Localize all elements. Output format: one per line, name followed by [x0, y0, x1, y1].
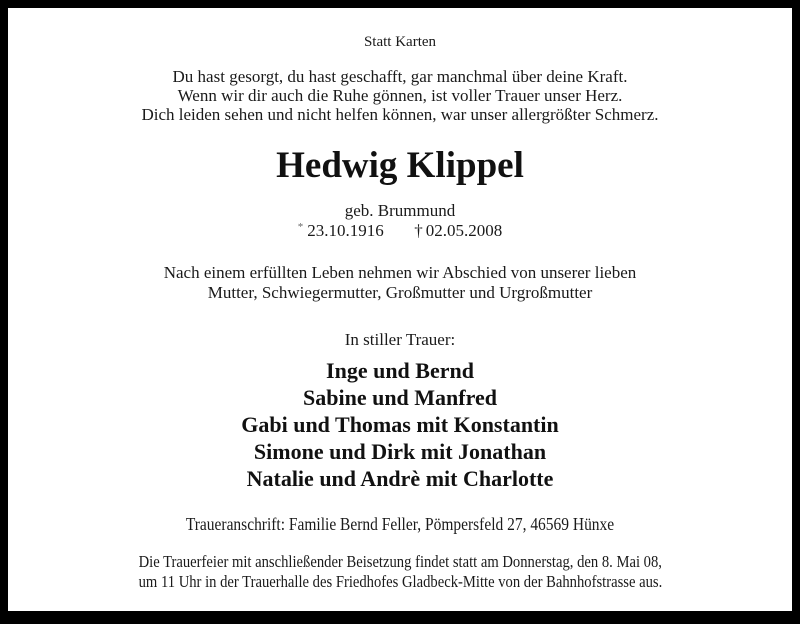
mourning-address — [0, 515, 800, 533]
poem-line-2: Wenn wir dir auch die Ruhe gönnen, ist voller Trauer unser Herz. — [177, 86, 623, 105]
mourner — [0, 468, 800, 490]
maiden-name-text: geb. Brummund — [344, 201, 456, 220]
mourner — [0, 360, 800, 382]
service-line — [0, 553, 800, 570]
born-icon: * — [297, 221, 304, 233]
farewell-line-1: Nach einem erfüllten Leben nehmen wir Abschied von unserer lieben — [163, 263, 637, 282]
maiden-name — [0, 202, 800, 219]
life-dates — [0, 222, 800, 239]
deceased-name — [0, 147, 800, 184]
mourning-label-text: In stiller Trauer: — [344, 330, 456, 349]
address-text: Traueranschrift: Familie Bernd Feller, Pömpersfeld 27, 46569 Hünxe — [185, 514, 615, 534]
mourner-2: Sabine und Manfred — [303, 385, 497, 410]
mourner — [0, 441, 800, 463]
header-label: Statt Karten — [363, 34, 437, 50]
farewell-line-2: Mutter, Schwiegermutter, Großmutter und Urgroßmutter — [207, 283, 593, 302]
birth-date: 23.10.1916 — [307, 221, 384, 240]
mourner — [0, 414, 800, 436]
service-line — [0, 573, 800, 590]
mourner-5: Natalie und Andrè mit Charlotte — [246, 466, 554, 491]
mourner-3: Gabi und Thomas mit Konstantin — [241, 412, 559, 437]
mourner-4: Simone und Dirk mit Jonathan — [253, 439, 547, 464]
death-date: 02.05.2008 — [425, 221, 503, 240]
mourning-label — [0, 331, 800, 348]
service-line-2: um 11 Uhr in der Trauerhalle des Friedhofes Gladbeck-Mitte von der Bahnhofstrasse aus. — [138, 572, 662, 591]
poem-line — [0, 87, 800, 104]
mourner-1: Inge und Bernd — [326, 358, 474, 383]
cross-icon: † — [414, 221, 423, 240]
poem-line — [0, 106, 800, 123]
poem-line — [0, 68, 800, 85]
farewell-line — [0, 284, 800, 301]
poem-line-1: Du hast gesorgt, du hast geschafft, gar manchmal über deine Kraft. — [172, 67, 628, 86]
poem-line-3: Dich leiden sehen und nicht helfen können, war unser allergrößter Schmerz. — [141, 105, 659, 124]
service-line-1: Die Trauerfeier mit anschließender Beisetzung findet statt am Donnerstag, den 8. Mai 08, — [138, 552, 662, 571]
header-text — [0, 35, 800, 50]
farewell-line — [0, 264, 800, 281]
mourner — [0, 387, 800, 409]
deceased-name-text: Hedwig Klippel — [276, 145, 524, 186]
